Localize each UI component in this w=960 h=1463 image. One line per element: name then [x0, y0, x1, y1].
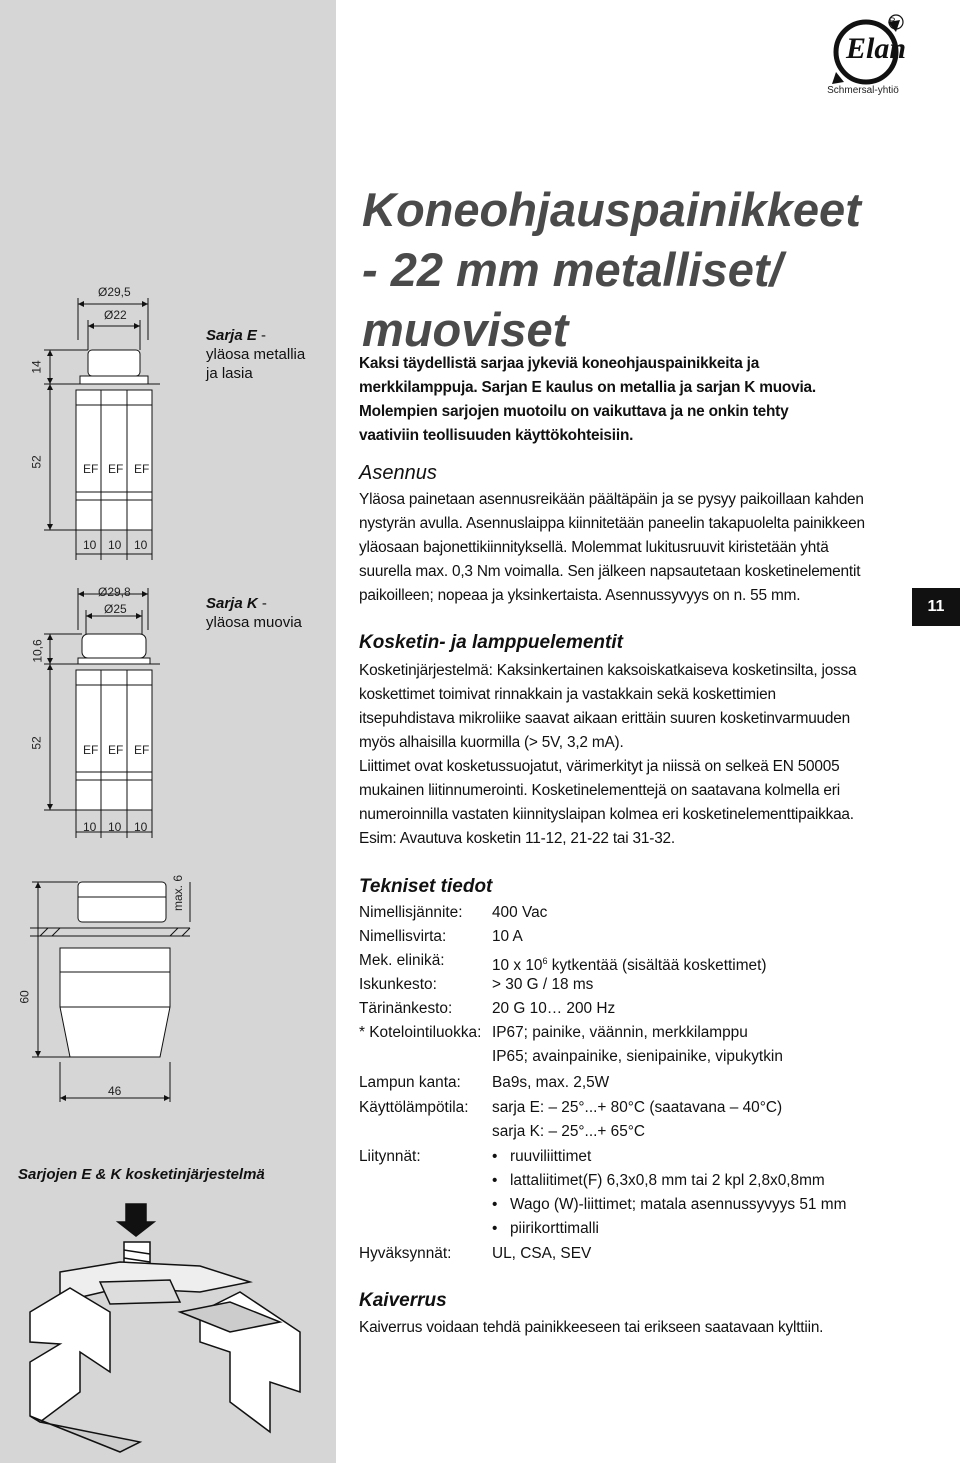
dim-e-body: 52	[29, 455, 44, 469]
e-bottom-dim-1: 10	[83, 538, 97, 552]
series-k-dash: -	[261, 595, 267, 612]
series-k-drawing	[0, 570, 200, 845]
kosketin-line: myös alhaisilla kuormilla (> 5V, 3,2 mA).	[359, 734, 624, 751]
spec-row	[359, 1217, 939, 1241]
kosketin-line: Esim: Avautuva kosketin 11-12, 21-22 tai 31-32.	[359, 830, 675, 847]
logo-registered: R	[889, 16, 896, 26]
series-e-drawing	[0, 280, 200, 570]
asennus-line: Yläosa painetaan asennusreikään päältäpäin ja se pysyy paikoillaan kahden	[359, 491, 864, 508]
spec-value: sarja K: – 25°...+ 65°C	[492, 1123, 646, 1140]
dim-e-inner: Ø22	[104, 308, 127, 322]
spec-label: * Kotelointiluokka:	[359, 1024, 482, 1041]
dim-e-height: 14	[29, 360, 44, 374]
k-bottom-dim-1: 10	[83, 820, 97, 834]
series-e-desc1: yläosa metallia	[206, 346, 306, 363]
asennus-heading: Asennus	[359, 462, 437, 484]
dim-k-height: 10,6	[30, 639, 45, 663]
spec-value: > 30 G / 18 ms	[492, 976, 594, 993]
logo-brand: Elan	[846, 32, 907, 65]
intro-line: merkkilamppuja. Sarjan E kaulus on metallia ja sarjan K muovia.	[359, 379, 816, 396]
contact-system-illustration	[0, 1192, 336, 1463]
spec-value	[492, 1193, 846, 1217]
e-bottom-dim-2: 10	[108, 538, 122, 552]
k-block-label-1: EF	[83, 743, 99, 757]
kaiverrus-text: Kaiverrus voidaan tehdä painikkeeseen tai erikseen saatavaan kylttiin.	[359, 1319, 824, 1336]
spec-value: IP65; avainpainike, sienipainike, vipukytkin	[492, 1048, 783, 1065]
kosketin-line: Kosketinjärjestelmä: Kaksinkertainen kaksoiskatkaiseva kosketinsilta, jossa	[359, 662, 857, 679]
intro-paragraph	[359, 352, 919, 448]
spec-value: Ba9s, max. 2,5W	[492, 1074, 610, 1091]
dim-k-inner: Ø25	[104, 602, 127, 616]
k-block-label-3: EF	[134, 743, 150, 757]
spec-bullet-text: ruuviliittimet	[510, 1148, 592, 1165]
spec-label: Nimellisjännite:	[359, 904, 463, 921]
spec-label: Käyttölämpötila:	[359, 1099, 469, 1116]
kaiverrus-heading: Kaiverrus	[359, 1290, 447, 1311]
spec-row	[359, 1045, 939, 1069]
series-e-dash: -	[261, 327, 267, 344]
kosketin-heading: Kosketin- ja lamppuelementit	[359, 632, 623, 653]
kosketin-line: koskettimet toimivat rinnakkain ja vastakkain sekä koskettimien	[359, 686, 776, 703]
logo-subtitle: Schmersal-yhtiö	[827, 85, 899, 96]
page-title	[362, 180, 952, 360]
title-line-2: - 22 mm metalliset/	[362, 243, 783, 296]
title-line-3: muoviset	[362, 303, 569, 356]
spec-row	[359, 949, 939, 973]
spec-row	[359, 1145, 939, 1169]
bullet-icon: •	[492, 1196, 498, 1213]
k-bottom-dim-3: 10	[134, 820, 148, 834]
spec-value-rest: kytkentää (sisältää koskettimet)	[547, 957, 767, 975]
asennus-line: paikoilleen; nopeaa ja yksinkertaista. Asennussyvyys on n. 55 mm.	[359, 587, 801, 604]
spec-label: Mek. elinikä:	[359, 952, 445, 969]
spec-row	[359, 997, 939, 1021]
series-k-desc1: yläosa muovia	[206, 614, 302, 631]
dim-k-body: 52	[29, 736, 44, 750]
series-e-desc2: ja lasia	[206, 365, 253, 382]
spec-value	[492, 1217, 599, 1241]
dim-side-height: 60	[17, 990, 32, 1004]
kosketin-line: mukainen liitinnumerointi. Kosketinelementtejä on saatavana kolmella eri	[359, 782, 840, 799]
spec-label: Tärinänkesto:	[359, 1000, 453, 1017]
spec-row	[359, 1169, 939, 1193]
side-view-drawing	[0, 862, 336, 1112]
spec-row	[359, 1096, 939, 1120]
spec-label: Iskunkesto:	[359, 976, 437, 993]
asennus-paragraph	[359, 488, 919, 608]
spec-row	[359, 1193, 939, 1217]
e-block-label-3: EF	[134, 462, 150, 476]
spec-row	[359, 973, 939, 997]
title-line-1: Koneohjauspainikkeet	[362, 183, 861, 236]
spec-bullet-text: Wago (W)-liittimet; matala asennussyvyys 51 mm	[510, 1196, 847, 1213]
page-number-badge: 11	[912, 588, 960, 626]
kosketin-line: numeroinnilla vastaten kiinnityslaipan kolmea eri kosketinelementtipaikkaa.	[359, 806, 854, 823]
bullet-icon: •	[492, 1172, 498, 1189]
spec-value	[492, 1145, 591, 1169]
spec-value: 400 Vac	[492, 904, 548, 921]
series-k-label	[206, 594, 331, 632]
kosketin-paragraph	[359, 659, 929, 851]
intro-line: Kaksi täydellistä sarjaa jykeviä koneohjauspainikkeita ja	[359, 355, 760, 372]
system-caption: Sarjojen E & K kosketinjärjestelmä	[18, 1166, 265, 1183]
spec-value: sarja E: – 25°...+ 80°C (saatavana – 40°C)	[492, 1099, 783, 1116]
asennus-line: yläosaan bajonettikiinnityksellä. Molemmat lukitusruuvit kiristetään yhtä	[359, 539, 829, 556]
k-bottom-dim-2: 10	[108, 820, 122, 834]
spec-label: Nimellisvirta:	[359, 928, 447, 945]
kosketin-line: Liittimet ovat kosketussuojatut, värimerkityt ja niissä on selkeä EN 50005	[359, 758, 840, 775]
bullet-icon: •	[492, 1220, 498, 1237]
drawing-panel	[0, 0, 336, 1463]
spec-value: UL, CSA, SEV	[492, 1245, 592, 1262]
spec-row	[359, 1120, 939, 1144]
dim-k-outer: Ø29,8	[98, 585, 131, 599]
series-e-name: Sarja E	[206, 327, 257, 344]
dim-side-width: 46	[108, 1084, 122, 1098]
series-k-name: Sarja K	[206, 595, 258, 612]
e-bottom-dim-3: 10	[134, 538, 148, 552]
series-e-label	[206, 326, 331, 383]
e-block-label-2: EF	[108, 462, 124, 476]
e-block-label-1: EF	[83, 462, 99, 476]
bullet-icon: •	[492, 1148, 498, 1165]
spec-label: Liitynnät:	[359, 1148, 421, 1165]
spec-value-base: 10 x 10	[492, 957, 543, 975]
k-block-label-2: EF	[108, 743, 124, 757]
asennus-line: suurella max. 0,3 Nm voimalla. Sen jälkeen napsautetaan kosketinelementit	[359, 563, 861, 580]
kosketin-line: itsepuhdistava mikroliike saavat aikaan erittäin suuren kosketinvarmuuden	[359, 710, 850, 727]
spec-value: 10 A	[492, 928, 523, 945]
spec-label: Lampun kanta:	[359, 1074, 461, 1091]
spec-row	[359, 1242, 939, 1266]
spec-value-exponent: 6	[542, 956, 548, 966]
spec-value	[492, 1169, 825, 1193]
tekniset-heading: Tekniset tiedot	[359, 876, 493, 897]
spec-label: Hyväksynnät:	[359, 1245, 452, 1262]
spec-value: IP67; painike, väännin, merkkilamppu	[492, 1024, 748, 1041]
dim-e-outer: Ø29,5	[98, 285, 131, 299]
spec-bullet-text: lattaliitimet(F) 6,3x0,8 mm tai 2 kpl 2,8x0,8mm	[510, 1172, 825, 1189]
intro-line: vaativiin teollisuuden käyttökohteisiin.	[359, 427, 634, 444]
spec-bullet-text: piirikorttimalli	[510, 1220, 599, 1237]
asennus-line: nystyrän avulla. Asennuslaippa kiinnitetään paneelin takapuolelta painikkeen	[359, 515, 865, 532]
spec-value: 20 G 10… 200 Hz	[492, 1000, 616, 1017]
spec-row	[359, 901, 939, 925]
dim-max: max. 6	[171, 874, 186, 912]
spec-row	[359, 1021, 939, 1045]
spec-row	[359, 1071, 939, 1095]
spec-row	[359, 925, 939, 949]
intro-line: Molempien sarjojen muotoilu on vaikuttava ja ne onkin tehty	[359, 403, 789, 420]
